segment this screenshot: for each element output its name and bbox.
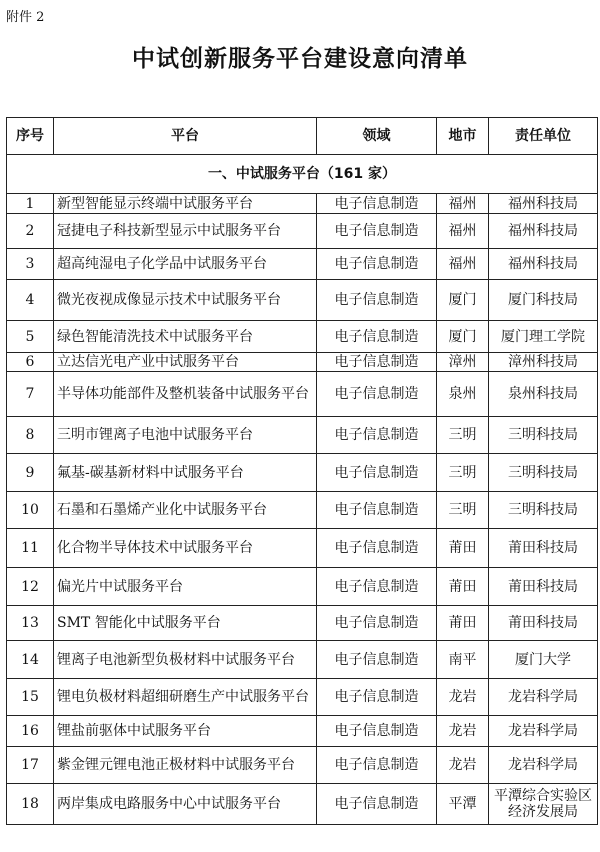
row-index: 8 (7, 417, 54, 454)
row-field: 电子信息制造 (317, 249, 437, 280)
row-platform: SMT 智能化中试服务平台 (54, 606, 317, 641)
row-unit: 厦门科技局 (489, 280, 598, 321)
row-city: 莆田 (437, 529, 489, 568)
row-platform: 紫金锂元锂电池正极材料中试服务平台 (54, 747, 317, 784)
row-unit: 莆田科技局 (489, 606, 598, 641)
row-city: 龙岩 (437, 747, 489, 784)
row-platform: 立达信光电产业中试服务平台 (54, 353, 317, 372)
row-city: 龙岩 (437, 679, 489, 716)
row-index: 2 (7, 214, 54, 249)
header-platform: 平台 (54, 118, 317, 155)
row-index: 12 (7, 568, 54, 606)
document-title: 中试创新服务平台建设意向清单 (132, 46, 468, 72)
table-row (7, 454, 598, 492)
row-field: 电子信息制造 (317, 492, 437, 529)
row-unit: 莆田科技局 (489, 529, 598, 568)
row-field: 电子信息制造 (317, 353, 437, 372)
row-field: 电子信息制造 (317, 214, 437, 249)
row-city: 厦门 (437, 321, 489, 353)
table-header-row (7, 118, 598, 155)
table-row (7, 784, 598, 825)
row-unit: 三明科技局 (489, 492, 598, 529)
row-unit: 漳州科技局 (489, 353, 598, 372)
row-field: 电子信息制造 (317, 716, 437, 747)
row-unit: 莆田科技局 (489, 568, 598, 606)
row-platform: 新型智能显示终端中试服务平台 (54, 194, 317, 214)
table-row (7, 747, 598, 784)
table-row (7, 716, 598, 747)
row-field: 电子信息制造 (317, 372, 437, 417)
row-city: 漳州 (437, 353, 489, 372)
table-row (7, 568, 598, 606)
row-index: 10 (7, 492, 54, 529)
row-unit: 厦门理工学院 (489, 321, 598, 353)
row-platform: 偏光片中试服务平台 (54, 568, 317, 606)
section-title: 一、中试服务平台（161 家） (7, 155, 598, 194)
row-platform: 石墨和石墨烯产业化中试服务平台 (54, 492, 317, 529)
row-city: 福州 (437, 194, 489, 214)
row-unit: 福州科技局 (489, 214, 598, 249)
row-unit: 三明科技局 (489, 417, 598, 454)
row-city: 平潭 (437, 784, 489, 825)
row-city: 龙岩 (437, 716, 489, 747)
table-row (7, 214, 598, 249)
table-row (7, 679, 598, 716)
row-city: 三明 (437, 454, 489, 492)
row-unit: 龙岩科学局 (489, 747, 598, 784)
table-row (7, 194, 598, 214)
table-row (7, 280, 598, 321)
row-platform: 锂盐前驱体中试服务平台 (54, 716, 317, 747)
row-index: 9 (7, 454, 54, 492)
row-city: 三明 (437, 492, 489, 529)
header-city: 地市 (437, 118, 489, 155)
table-row (7, 641, 598, 679)
row-city: 福州 (437, 249, 489, 280)
row-field: 电子信息制造 (317, 784, 437, 825)
table-row (7, 417, 598, 454)
row-unit: 龙岩科学局 (489, 716, 598, 747)
row-field: 电子信息制造 (317, 641, 437, 679)
row-index: 13 (7, 606, 54, 641)
row-index: 1 (7, 194, 54, 214)
row-field: 电子信息制造 (317, 280, 437, 321)
table-row (7, 353, 598, 372)
row-index: 4 (7, 280, 54, 321)
row-index: 11 (7, 529, 54, 568)
row-platform: 锂离子电池新型负极材料中试服务平台 (54, 641, 317, 679)
row-unit: 龙岩科学局 (489, 679, 598, 716)
row-platform: 锂电负极材料超细研磨生产中试服务平台 (54, 679, 317, 716)
row-field: 电子信息制造 (317, 529, 437, 568)
row-field: 电子信息制造 (317, 679, 437, 716)
row-index: 14 (7, 641, 54, 679)
row-city: 莆田 (437, 568, 489, 606)
row-city: 三明 (437, 417, 489, 454)
row-platform: 半导体功能部件及整机装备中试服务平台 (54, 372, 317, 417)
row-unit: 福州科技局 (489, 249, 598, 280)
table-row (7, 321, 598, 353)
header-unit: 责任单位 (489, 118, 598, 155)
attachment-label: 附件 2 (6, 10, 45, 25)
row-platform: 微光夜视成像显示技术中试服务平台 (54, 280, 317, 321)
row-index: 5 (7, 321, 54, 353)
row-field: 电子信息制造 (317, 321, 437, 353)
header-field: 领域 (317, 118, 437, 155)
row-platform: 超高纯湿电子化学品中试服务平台 (54, 249, 317, 280)
row-field: 电子信息制造 (317, 454, 437, 492)
row-city: 厦门 (437, 280, 489, 321)
row-field: 电子信息制造 (317, 194, 437, 214)
row-unit: 厦门大学 (489, 641, 598, 679)
row-platform: 三明市锂离子电池中试服务平台 (54, 417, 317, 454)
row-index: 17 (7, 747, 54, 784)
row-city: 福州 (437, 214, 489, 249)
section-row (7, 155, 598, 194)
row-index: 6 (7, 353, 54, 372)
row-unit: 福州科技局 (489, 194, 598, 214)
row-platform: 两岸集成电路服务中心中试服务平台 (54, 784, 317, 825)
row-unit: 平潭综合实验区经济发展局 (489, 784, 598, 825)
row-index: 7 (7, 372, 54, 417)
table-row (7, 606, 598, 641)
row-city: 南平 (437, 641, 489, 679)
row-index: 18 (7, 784, 54, 825)
row-platform: 冠捷电子科技新型显示中试服务平台 (54, 214, 317, 249)
row-unit: 泉州科技局 (489, 372, 598, 417)
row-platform: 绿色智能清洗技术中试服务平台 (54, 321, 317, 353)
header-index: 序号 (7, 118, 54, 155)
row-field: 电子信息制造 (317, 417, 437, 454)
row-index: 16 (7, 716, 54, 747)
row-field: 电子信息制造 (317, 606, 437, 641)
row-city: 莆田 (437, 606, 489, 641)
row-platform: 化合物半导体技术中试服务平台 (54, 529, 317, 568)
row-index: 3 (7, 249, 54, 280)
table-row (7, 492, 598, 529)
table-row (7, 529, 598, 568)
row-index: 15 (7, 679, 54, 716)
table-row (7, 249, 598, 280)
table-row (7, 372, 598, 417)
row-field: 电子信息制造 (317, 747, 437, 784)
row-unit: 三明科技局 (489, 454, 598, 492)
row-field: 电子信息制造 (317, 568, 437, 606)
platform-table (6, 117, 598, 825)
row-city: 泉州 (437, 372, 489, 417)
row-platform: 氟基-碳基新材料中试服务平台 (54, 454, 317, 492)
